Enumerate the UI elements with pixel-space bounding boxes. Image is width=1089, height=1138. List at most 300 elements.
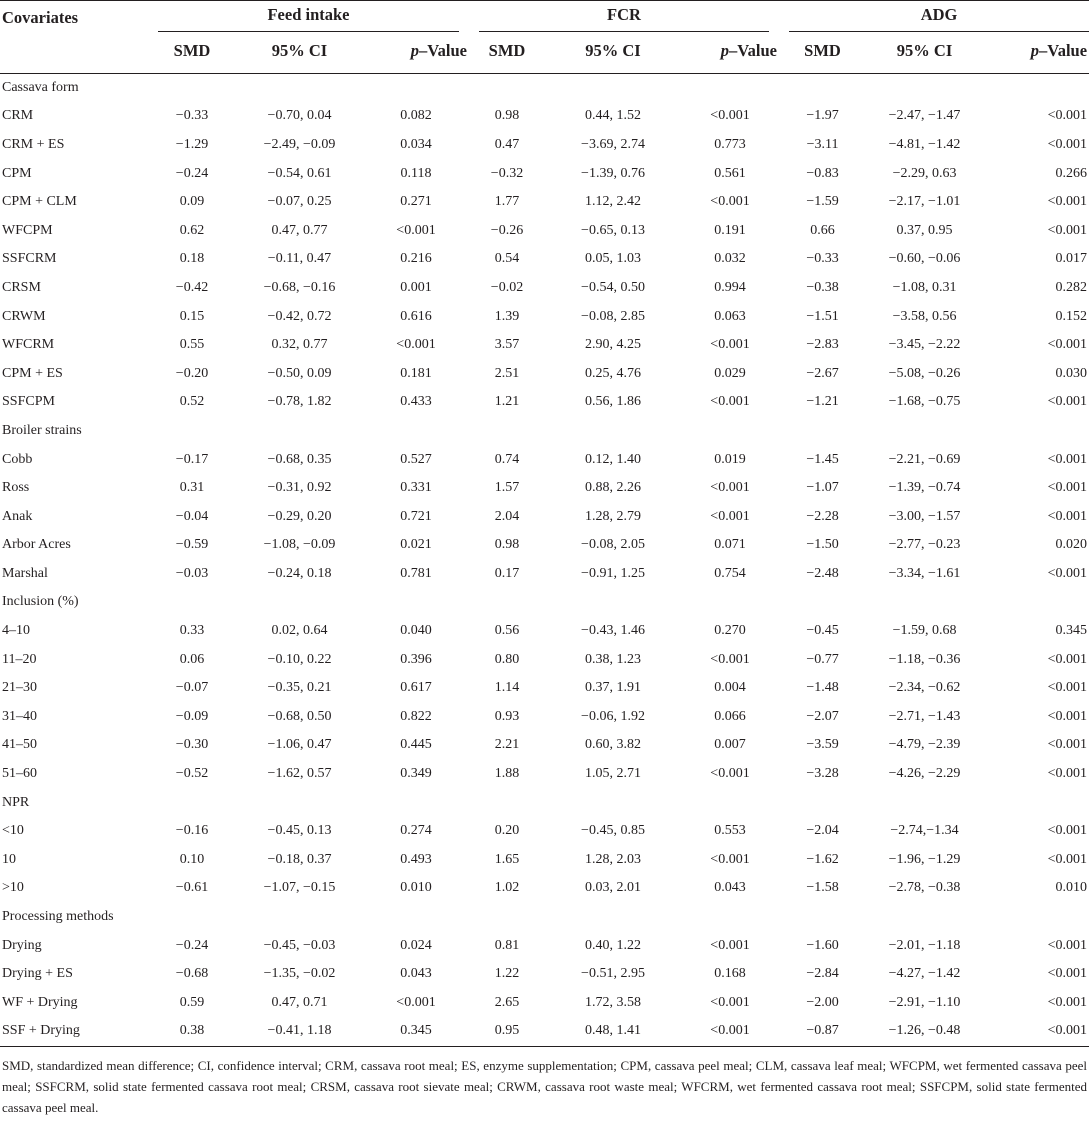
adg-pvalue-cell: <0.001 <box>1047 480 1088 496</box>
fi-smd-cell: −0.52 <box>175 766 209 782</box>
fcr-ci-cell: 1.72, 3.58 <box>585 994 641 1010</box>
table-row <box>0 188 1089 217</box>
fcr-smd-cell: 0.17 <box>494 565 520 581</box>
adg-ci-cell: −1.26, −0.48 <box>866 1017 983 1046</box>
adg-smd-cell: −2.00 <box>806 994 839 1010</box>
fi-smd-cell: −0.33 <box>175 108 209 124</box>
adg-ci-cell: −2.47, −1.47 <box>888 108 961 124</box>
fi-pvalue-cell: 0.043 <box>400 966 432 982</box>
adg-ci-cell: −5.08, −0.26 <box>888 365 961 381</box>
fi-pvalue-cell: <0.001 <box>396 222 436 238</box>
adg-pvalue-cell: 0.345 <box>1055 623 1088 639</box>
fi-ci-cell: −0.68, 0.35 <box>267 451 332 467</box>
fi-smd-cell: −0.16 <box>175 823 209 839</box>
fcr-pvalue-cell: 0.063 <box>714 308 746 324</box>
fcr-ci-cell: 0.40, 1.22 <box>585 937 641 953</box>
adg-ci-cell: −3.00, −1.57 <box>888 508 961 524</box>
adg-pvalue-cell: 0.020 <box>1055 537 1088 553</box>
fi-ci-cell: −0.68, −0.16 <box>263 279 336 295</box>
fcr-pvalue-cell: <0.001 <box>710 394 750 410</box>
blank-header-cell <box>0 35 148 73</box>
fcr-pvalue-cell: <0.001 <box>710 194 750 210</box>
adg-pvalue-cell: <0.001 <box>983 1017 1089 1046</box>
covariate-cell: Anak <box>2 508 33 524</box>
fi-smd-cell: 0.10 <box>179 851 205 867</box>
adg-ci-cell: −2.17, −1.01 <box>888 194 961 210</box>
table-header <box>0 1 1089 74</box>
section-title: Processing methods <box>2 909 114 925</box>
adg-pvalue-cell: 0.282 <box>1055 279 1088 295</box>
fcr-pvalue-cell: 0.994 <box>714 279 746 295</box>
section-title: Inclusion (%) <box>2 594 79 610</box>
table-row <box>0 703 1089 732</box>
fcr-smd-cell: 1.22 <box>494 966 520 982</box>
feed-intake-ci-header: 95% CI <box>236 35 363 73</box>
fcr-smd-cell: 0.93 <box>494 708 520 724</box>
fcr-ci-cell: 0.48, 1.41 <box>545 1017 681 1046</box>
fcr-ci-cell: 0.44, 1.52 <box>585 108 641 124</box>
adg-smd-cell: −3.28 <box>806 766 839 782</box>
adg-ci-cell: −2.29, 0.63 <box>892 165 957 181</box>
table-row <box>0 846 1089 875</box>
fcr-ci-cell: 1.12, 2.42 <box>585 194 641 210</box>
fi-ci-cell: −2.49, −0.09 <box>263 136 336 152</box>
fi-smd-cell: 0.18 <box>179 251 205 267</box>
fcr-ci-cell: −3.69, 2.74 <box>581 136 645 152</box>
fcr-smd-cell: 0.95 <box>469 1017 545 1046</box>
fcr-header: FCR <box>469 1 779 36</box>
fcr-pvalue-cell: 0.032 <box>714 251 746 267</box>
fcr-smd-cell: 1.57 <box>494 480 520 496</box>
adg-smd-cell: 0.66 <box>810 222 835 238</box>
fi-pvalue-cell: <0.001 <box>396 337 436 353</box>
fi-ci-cell: −0.11, 0.47 <box>267 251 332 267</box>
adg-pvalue-cell: <0.001 <box>1047 651 1088 667</box>
adg-pvalue-cell: <0.001 <box>1047 766 1088 782</box>
fcr-smd-cell: 2.65 <box>494 994 520 1010</box>
fcr-ci-cell: 1.28, 2.79 <box>585 508 641 524</box>
fi-smd-cell: 0.38 <box>148 1017 236 1046</box>
fcr-ci-cell: −0.65, 0.13 <box>581 222 645 238</box>
fi-ci-cell: −0.31, 0.92 <box>267 480 332 496</box>
feed-intake-smd-header: SMD <box>148 35 236 73</box>
fi-pvalue-cell: 0.617 <box>400 680 432 696</box>
fcr-ci-header: 95% CI <box>545 35 681 73</box>
table-row <box>0 388 1089 417</box>
fi-smd-cell: −0.24 <box>175 937 209 953</box>
fi-smd-cell: −0.59 <box>175 537 209 553</box>
fcr-smd-cell: 2.04 <box>494 508 520 524</box>
fcr-pvalue-cell: <0.001 <box>710 937 750 953</box>
fcr-pvalue-cell: 0.066 <box>714 708 746 724</box>
fcr-smd-cell: 0.98 <box>494 537 520 553</box>
covariate-cell: 21–30 <box>2 680 37 696</box>
fi-smd-cell: −0.68 <box>175 966 209 982</box>
adg-pvalue-cell: 0.152 <box>1055 308 1088 324</box>
fcr-smd-cell: 1.02 <box>494 880 520 896</box>
fi-pvalue-cell: 0.034 <box>400 136 432 152</box>
covariate-cell: WF + Drying <box>2 994 78 1010</box>
adg-smd-cell: −0.87 <box>779 1017 866 1046</box>
fcr-pvalue-cell: 0.270 <box>714 623 746 639</box>
fcr-ci-cell: −1.39, 0.76 <box>581 165 645 181</box>
adg-ci-cell: −4.81, −1.42 <box>888 136 961 152</box>
adg-pvalue-cell: <0.001 <box>1047 680 1088 696</box>
fi-smd-cell: 0.55 <box>179 337 205 353</box>
covariate-cell: CRM + ES <box>2 136 65 152</box>
adg-smd-cell: −1.97 <box>806 108 839 124</box>
section-title: Cassava form <box>2 79 79 95</box>
fi-smd-cell: −0.03 <box>175 565 209 581</box>
covariate-cell: >10 <box>2 880 24 896</box>
fi-smd-cell: 0.06 <box>179 651 205 667</box>
adg-smd-cell: −1.58 <box>806 880 839 896</box>
fi-pvalue-cell: 0.781 <box>400 565 432 581</box>
covariate-cell: WFCRM <box>2 337 55 353</box>
fcr-ci-cell: 0.05, 1.03 <box>585 251 641 267</box>
fcr-pvalue-cell: 0.029 <box>714 365 746 381</box>
fi-ci-cell: −0.10, 0.22 <box>267 651 332 667</box>
fcr-pvalue-cell: 0.191 <box>714 222 746 238</box>
fi-ci-cell: −0.54, 0.61 <box>267 165 332 181</box>
adg-smd-cell: −3.59 <box>806 737 839 753</box>
adg-header: ADG <box>779 1 1089 36</box>
fi-ci-cell: −0.78, 1.82 <box>267 394 332 410</box>
adg-smd-cell: −0.77 <box>806 651 839 667</box>
fi-ci-cell: −0.18, 0.37 <box>267 851 332 867</box>
adg-pvalue-cell: 0.017 <box>1055 251 1088 267</box>
adg-ci-cell: −1.18, −0.36 <box>888 651 961 667</box>
section-header-row <box>0 588 1089 617</box>
fi-pvalue-cell: 0.396 <box>400 651 432 667</box>
fcr-pvalue-cell: 0.168 <box>714 966 746 982</box>
fi-ci-cell: −0.45, 0.13 <box>267 823 332 839</box>
adg-ci-cell: −2.74,−1.34 <box>890 823 959 839</box>
adg-smd-header: SMD <box>779 35 866 73</box>
adg-smd-cell: −2.28 <box>806 508 839 524</box>
table-row <box>0 331 1089 360</box>
covariate-cell: Drying <box>2 937 42 953</box>
covariate-cell: Cobb <box>2 451 33 467</box>
fcr-pvalue-cell: <0.001 <box>710 651 750 667</box>
fi-smd-cell: −0.30 <box>175 737 209 753</box>
fcr-ci-cell: 1.05, 2.71 <box>585 766 641 782</box>
adg-ci-cell: −2.91, −1.10 <box>888 994 961 1010</box>
adg-smd-cell: −2.83 <box>806 337 839 353</box>
fcr-ci-cell: −0.45, 0.85 <box>581 823 645 839</box>
adg-ci-cell: −3.45, −2.22 <box>888 337 961 353</box>
adg-smd-cell: −1.07 <box>806 480 839 496</box>
fcr-pvalue-header: p–Value <box>681 35 779 73</box>
covariate-cell: <10 <box>2 823 24 839</box>
table-row <box>0 817 1089 846</box>
fi-pvalue-cell: 0.274 <box>400 823 432 839</box>
fcr-pvalue-cell: 0.007 <box>714 737 746 753</box>
fcr-pvalue-cell: <0.001 <box>710 851 750 867</box>
fi-pvalue-cell: 0.721 <box>400 508 432 524</box>
fcr-ci-cell: 0.88, 2.26 <box>585 480 641 496</box>
covariate-cell: 11–20 <box>2 651 37 667</box>
fi-ci-cell: −1.06, 0.47 <box>267 737 332 753</box>
fcr-ci-cell: 1.28, 2.03 <box>585 851 641 867</box>
covariate-cell: 51–60 <box>2 766 37 782</box>
adg-smd-cell: −2.67 <box>806 365 839 381</box>
fi-pvalue-cell: 0.021 <box>400 537 432 553</box>
adg-pvalue-cell: <0.001 <box>1047 565 1088 581</box>
fi-ci-cell: −0.35, 0.21 <box>267 680 332 696</box>
fcr-smd-cell: 0.20 <box>494 823 520 839</box>
feed-intake-pvalue-header: p–Value <box>363 35 469 73</box>
section-header-row <box>0 73 1089 102</box>
fi-smd-cell: −0.42 <box>175 279 209 295</box>
covariate-cell: CRM <box>2 108 34 124</box>
table-row <box>0 989 1089 1018</box>
fcr-ci-cell: −0.51, 2.95 <box>581 966 645 982</box>
fi-smd-cell: −1.29 <box>175 136 209 152</box>
table-row <box>0 760 1089 789</box>
fcr-ci-cell: −0.54, 0.50 <box>581 279 645 295</box>
fi-ci-cell: −1.35, −0.02 <box>263 966 336 982</box>
fcr-smd-cell: 1.39 <box>494 308 520 324</box>
fi-ci-cell: −0.42, 0.72 <box>267 308 332 324</box>
adg-smd-cell: −0.33 <box>806 251 839 267</box>
fi-pvalue-cell: 0.445 <box>400 737 432 753</box>
adg-pvalue-cell: <0.001 <box>1047 222 1088 238</box>
covariate-cell: Arbor Acres <box>2 537 71 553</box>
fi-ci-cell: −0.45, −0.03 <box>263 937 336 953</box>
fi-ci-cell: −0.50, 0.09 <box>267 365 332 381</box>
fcr-ci-cell: −0.08, 2.85 <box>581 308 645 324</box>
fcr-pvalue-cell: 0.561 <box>714 165 746 181</box>
fcr-pvalue-cell: <0.001 <box>710 766 750 782</box>
adg-ci-cell: −4.79, −2.39 <box>888 737 961 753</box>
fi-smd-cell: 0.59 <box>179 994 205 1010</box>
table-row <box>0 302 1089 331</box>
fi-pvalue-cell: 0.001 <box>400 279 432 295</box>
fcr-pvalue-cell: <0.001 <box>710 480 750 496</box>
adg-smd-cell: −2.84 <box>806 966 839 982</box>
fcr-ci-cell: 0.56, 1.86 <box>585 394 641 410</box>
covariate-cell: 41–50 <box>2 737 37 753</box>
fcr-pvalue-cell: <0.001 <box>710 508 750 524</box>
covariate-cell: CRWM <box>2 308 46 324</box>
section-title: NPR <box>2 794 30 810</box>
fcr-smd-cell: 1.88 <box>494 766 520 782</box>
fcr-ci-cell: 0.25, 4.76 <box>585 365 641 381</box>
fi-ci-cell: −1.08, −0.09 <box>263 537 336 553</box>
fi-pvalue-cell: <0.001 <box>396 994 436 1010</box>
fi-smd-cell: 0.52 <box>179 394 205 410</box>
fcr-pvalue-cell: 0.754 <box>714 565 746 581</box>
adg-ci-cell: −2.34, −0.62 <box>888 680 961 696</box>
table-row <box>0 131 1089 160</box>
fi-smd-cell: −0.20 <box>175 365 209 381</box>
table-row <box>0 245 1089 274</box>
adg-ci-cell: −3.34, −1.61 <box>888 565 961 581</box>
fi-pvalue-cell: 0.010 <box>400 880 432 896</box>
adg-pvalue-cell: <0.001 <box>1047 823 1088 839</box>
table-row <box>0 274 1089 303</box>
fcr-smd-cell: 0.81 <box>494 937 520 953</box>
fi-pvalue-cell: 0.271 <box>400 194 432 210</box>
adg-ci-header: 95% CI <box>866 35 983 73</box>
fcr-smd-cell: 3.57 <box>494 337 520 353</box>
adg-ci-cell: −1.96, −1.29 <box>888 851 961 867</box>
covariate-cell: CPM + CLM <box>2 194 77 210</box>
fi-smd-cell: 0.31 <box>179 480 205 496</box>
adg-ci-cell: −2.01, −1.18 <box>888 937 961 953</box>
fi-smd-cell: −0.07 <box>175 680 209 696</box>
fcr-pvalue-cell: 0.071 <box>714 537 746 553</box>
table-footnote: SMD, standardized mean difference; CI, confidence interval; CRM, cassava root meal; ES, enzyme supplementation; CPM, cassava peel meal; CLM, cassava leaf meal; WFCPM, wet fermented cassava peel meal; SSFCRM, solid state fermented cassava root meal; CRSM, cassava root sievate meal; CRWM, cassava root waste meal; WFCRM, wet fermented cassava root meal; SSFCPM, solid state fermented cassava peel meal. <box>2 1057 1087 1115</box>
adg-pvalue-cell: <0.001 <box>1047 937 1088 953</box>
table-body <box>0 73 1089 1046</box>
table-row <box>0 102 1089 131</box>
fi-ci-cell: −0.68, 0.50 <box>267 708 332 724</box>
fcr-smd-cell: 0.80 <box>494 651 520 667</box>
adg-pvalue-cell: <0.001 <box>1047 508 1088 524</box>
table-row <box>0 216 1089 245</box>
adg-pvalue-cell: <0.001 <box>1047 451 1088 467</box>
adg-smd-cell: −2.04 <box>806 823 839 839</box>
table-row <box>0 531 1089 560</box>
adg-pvalue-cell: <0.001 <box>1047 851 1088 867</box>
fi-pvalue-cell: 0.040 <box>400 623 432 639</box>
fi-ci-cell: 0.47, 0.71 <box>271 994 328 1010</box>
fcr-pvalue-cell: 0.773 <box>714 136 746 152</box>
adg-smd-cell: −0.38 <box>806 279 839 295</box>
fi-smd-cell: 0.09 <box>179 194 205 210</box>
fcr-ci-cell: −0.06, 1.92 <box>581 708 645 724</box>
fcr-smd-cell: −0.02 <box>490 279 524 295</box>
adg-smd-cell: −2.07 <box>806 708 839 724</box>
adg-ci-cell: −2.78, −0.38 <box>888 880 961 896</box>
adg-smd-cell: −1.45 <box>806 451 839 467</box>
fcr-pvalue-cell: <0.001 <box>710 108 750 124</box>
adg-smd-cell: −1.50 <box>806 537 839 553</box>
adg-ci-cell: −3.58, 0.56 <box>892 308 957 324</box>
adg-pvalue-cell: 0.010 <box>1055 880 1088 896</box>
adg-pvalue-cell: 0.266 <box>1055 165 1088 181</box>
fcr-smd-cell: −0.32 <box>490 165 524 181</box>
adg-ci-cell: −1.59, 0.68 <box>892 623 957 639</box>
table-row <box>0 474 1089 503</box>
adg-pvalue-cell: <0.001 <box>1047 994 1088 1010</box>
fi-ci-cell: −1.07, −0.15 <box>263 880 336 896</box>
fcr-ci-cell: 2.90, 4.25 <box>585 337 641 353</box>
covariate-cell: Drying + ES <box>2 966 73 982</box>
fcr-smd-header: SMD <box>469 35 545 73</box>
fi-ci-cell: −0.70, 0.04 <box>267 108 332 124</box>
adg-pvalue-cell: <0.001 <box>1047 394 1088 410</box>
fcr-ci-cell: 0.37, 1.91 <box>585 680 641 696</box>
fcr-ci-cell: −0.91, 1.25 <box>581 565 645 581</box>
adg-smd-cell: −3.11 <box>806 136 839 152</box>
fcr-ci-cell: 0.38, 1.23 <box>585 651 641 667</box>
fcr-smd-cell: 0.47 <box>494 136 520 152</box>
covariates-header: Covariates <box>2 8 79 27</box>
table-row <box>0 931 1089 960</box>
fcr-smd-cell: 0.74 <box>494 451 520 467</box>
fi-ci-cell: −1.62, 0.57 <box>267 766 332 782</box>
fcr-pvalue-cell: <0.001 <box>710 994 750 1010</box>
adg-smd-cell: −1.62 <box>806 851 839 867</box>
fcr-pvalue-cell: 0.004 <box>714 680 746 696</box>
fi-smd-cell: 0.62 <box>179 222 205 238</box>
fi-pvalue-cell: 0.349 <box>400 766 432 782</box>
fcr-pvalue-cell: 0.043 <box>714 880 746 896</box>
fi-ci-cell: 0.32, 0.77 <box>271 337 328 353</box>
adg-ci-cell: −1.39, −0.74 <box>888 480 961 496</box>
covariate-cell: CPM <box>2 165 32 181</box>
adg-pvalue-cell: <0.001 <box>1047 966 1088 982</box>
covariate-cell: SSFCRM <box>2 251 57 267</box>
adg-ci-cell: −1.08, 0.31 <box>892 279 957 295</box>
fcr-ci-cell: 0.03, 2.01 <box>585 880 641 896</box>
adg-smd-cell: −1.48 <box>806 680 839 696</box>
section-header-row <box>0 417 1089 446</box>
table-row <box>0 874 1089 903</box>
fi-pvalue-cell: 0.616 <box>400 308 432 324</box>
section-title: Broiler strains <box>2 422 82 438</box>
covariate-cell: CPM + ES <box>2 365 63 381</box>
adg-smd-cell: −1.51 <box>806 308 839 324</box>
fi-pvalue-cell: 0.118 <box>400 165 432 181</box>
fcr-smd-cell: 2.21 <box>494 737 520 753</box>
adg-pvalue-cell: <0.001 <box>1047 108 1088 124</box>
fcr-ci-cell: 0.60, 3.82 <box>585 737 641 753</box>
feed-intake-header: Feed intake <box>148 1 469 36</box>
table-row <box>0 645 1089 674</box>
table-row <box>0 960 1089 989</box>
adg-ci-cell: −4.27, −1.42 <box>888 966 961 982</box>
fi-smd-cell: −0.61 <box>175 880 209 896</box>
fcr-pvalue-cell: 0.019 <box>714 451 746 467</box>
fcr-smd-cell: 0.54 <box>494 251 520 267</box>
covariate-cell: CRSM <box>2 279 41 295</box>
adg-pvalue-cell: <0.001 <box>1047 737 1088 753</box>
covariate-cell: 31–40 <box>2 708 37 724</box>
fi-smd-cell: −0.17 <box>175 451 209 467</box>
fi-ci-cell: −0.07, 0.25 <box>267 194 332 210</box>
fcr-pvalue-cell: <0.001 <box>710 337 750 353</box>
adg-ci-cell: 0.37, 0.95 <box>896 222 953 238</box>
fi-pvalue-cell: 0.082 <box>400 108 432 124</box>
covariate-cell: WFCPM <box>2 222 53 238</box>
fcr-smd-cell: 2.51 <box>494 365 520 381</box>
fi-pvalue-cell: 0.493 <box>400 851 432 867</box>
fi-ci-cell: −0.41, 1.18 <box>236 1017 363 1046</box>
adg-ci-cell: −0.60, −0.06 <box>888 251 961 267</box>
table-row <box>0 674 1089 703</box>
adg-ci-cell: −1.68, −0.75 <box>888 394 961 410</box>
fi-pvalue-cell: 0.527 <box>400 451 432 467</box>
fi-pvalue-cell: 0.345 <box>363 1017 469 1046</box>
adg-smd-cell: −1.21 <box>806 394 839 410</box>
fi-smd-cell: 0.15 <box>179 308 205 324</box>
fcr-ci-cell: 0.12, 1.40 <box>585 451 641 467</box>
covariate-cell: SSFCPM <box>2 394 55 410</box>
table-row <box>0 159 1089 188</box>
fcr-smd-cell: 1.21 <box>494 394 520 410</box>
fi-ci-cell: 0.47, 0.77 <box>271 222 328 238</box>
adg-ci-cell: −2.71, −1.43 <box>888 708 961 724</box>
covariate-cell: 4–10 <box>2 623 30 639</box>
table-row <box>0 502 1089 531</box>
adg-ci-cell: −2.77, −0.23 <box>888 537 961 553</box>
adg-pvalue-cell: <0.001 <box>1047 337 1088 353</box>
fi-pvalue-cell: 0.181 <box>400 365 432 381</box>
